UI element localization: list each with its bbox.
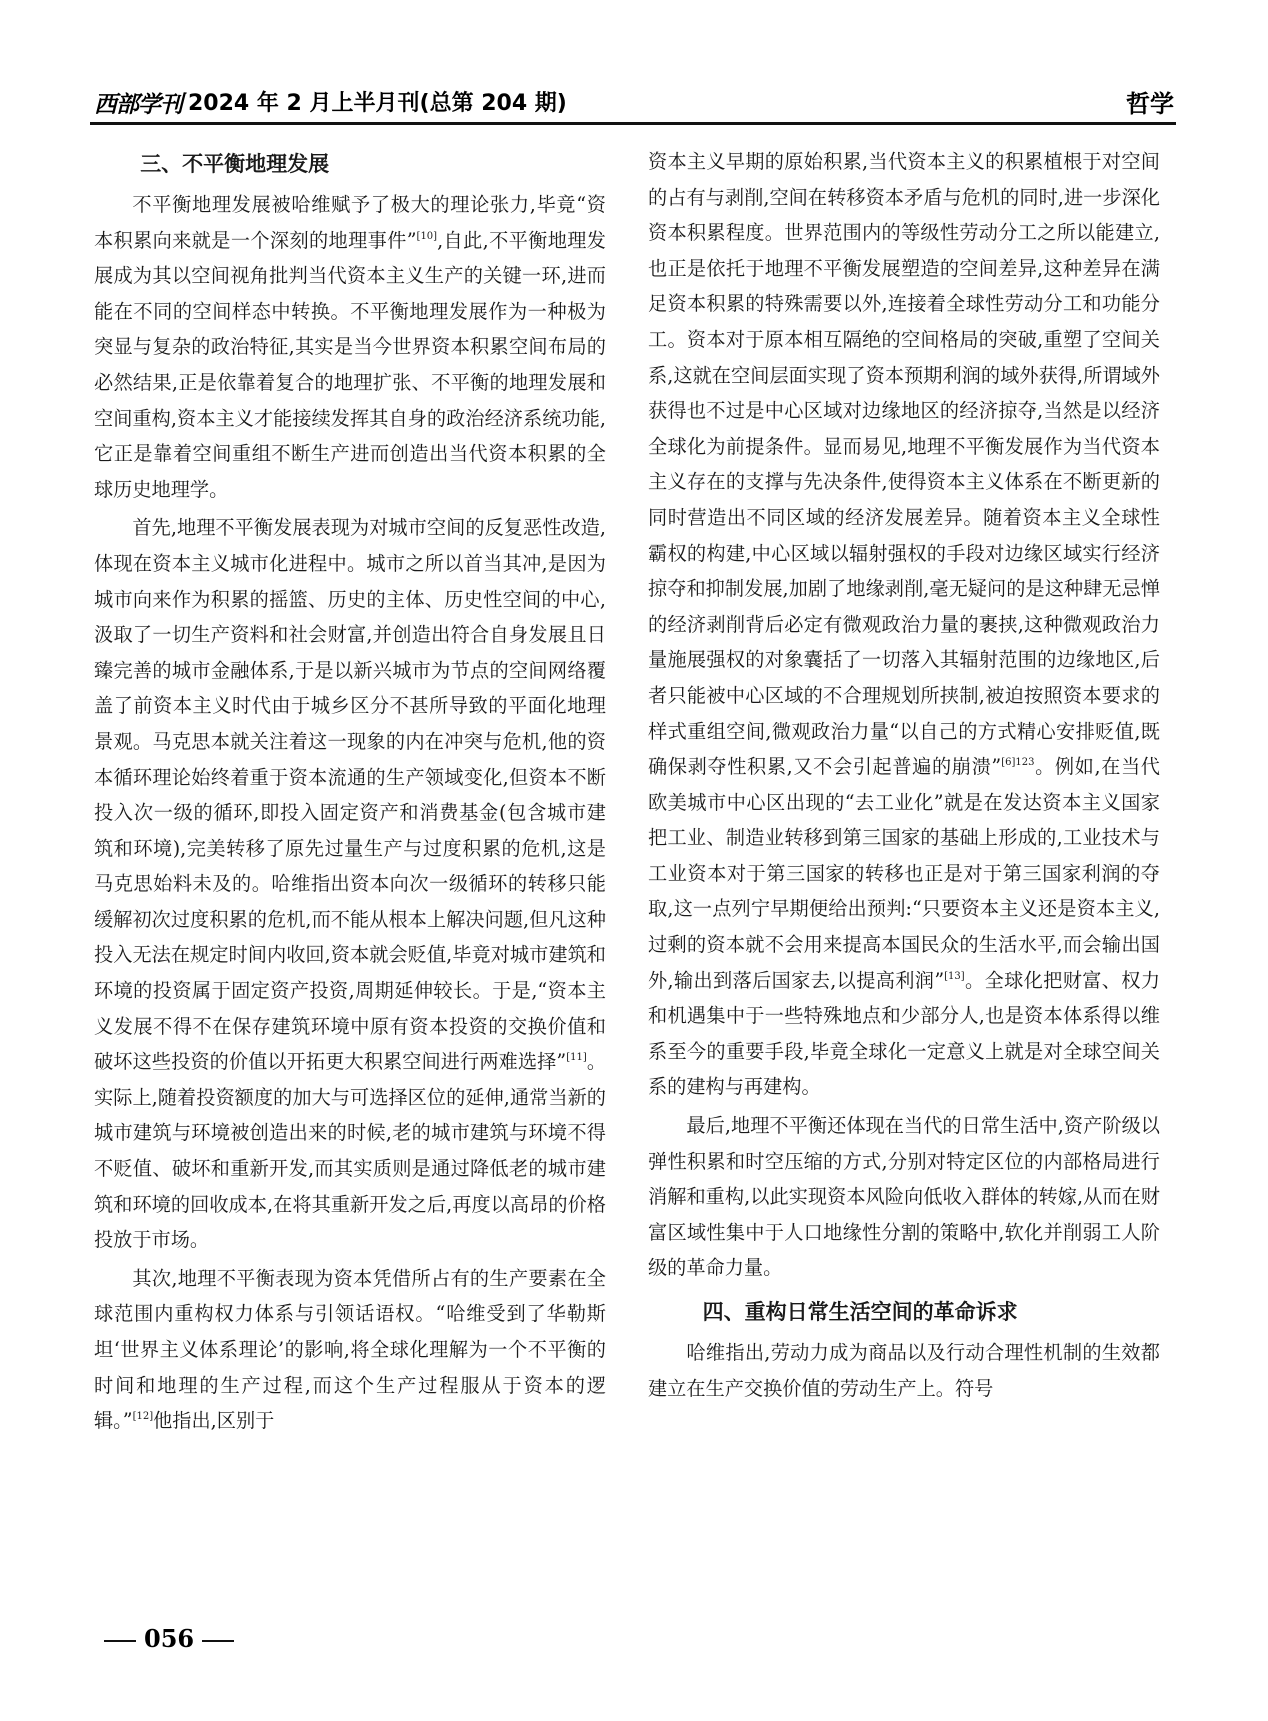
citation: [13] <box>944 970 965 982</box>
section-tag: 哲学 <box>1126 90 1174 118</box>
footer-dash <box>202 1640 234 1642</box>
text-run: 不平衡地理发展被哈维赋予了极大的理论张力,毕竟“资本积累向来就是一个深刻的地理事件” <box>94 193 606 252</box>
text-run: 。全球化把财富、权力和机遇集中于一些特殊地点和少部分人,也是资本体系得以维系至今的重要手段,毕竟全球化一定意义上就是对全球空间关系的建构与再建构。 <box>648 968 1161 1099</box>
page-number: 056 <box>144 1624 195 1653</box>
right-column <box>648 144 1160 1409</box>
footer-dash <box>104 1640 136 1642</box>
left-column <box>94 144 606 1442</box>
header-rule <box>90 122 1176 125</box>
paragraph <box>94 1261 606 1439</box>
paragraph: 哈维指出,劳动力成为商品以及行动合理性机制的生效都建立在生产交换价值的劳动生产上。符号 <box>648 1341 1160 1400</box>
text-run: 他指出,区别于 <box>153 1409 275 1433</box>
text-run: ,自此,不平衡地理发展成为其以空间视角批判当代资本主义生产的关键一环,进而能在不同的空间样态中转换。不平衡地理发展作为一种极为突显与复杂的政治特征,其实是当今世界资本积累空间布局的必然结果,正是依靠着复合的地理扩张、不平衡的地理发展和空间重构,资本主义才能接续发挥其自身的政治经济系统功能,它正是靠着空间重组不断生产进而创造出当代资本积累的全球历史地理学。 <box>94 228 606 501</box>
citation: [6]123 <box>1001 757 1035 769</box>
section-heading-3: 三、不平衡地理发展 <box>140 152 330 176</box>
text-run: 。例如,在当代欧美城市中心区出现的“去工业化”就是在发达资本主义国家把工业、制造业转移到第三国家的基础上形成的,工业技术与工业资本对于第三国家的转移也正是对于第三国家利润的夺取,这一点列宁早期便给出预判:“只要资本主义还是资本主义,过剩的资本就不会用来提高本国民众的生活水平,而会输出国外,输出到落后国家去,以提高利润” <box>648 755 1160 992</box>
issue-info: 2024 年 2 月上半月刊(总第 204 期) <box>188 91 567 116</box>
text-run: 资本主义早期的原始积累,当代资本主义的积累植根于对空间的占有与剥削,空间在转移资本矛盾与危机的同时,进一步深化资本积累程度。世界范围内的等级性劳动分工之所以能建立,也正是依托于地理不平衡发展塑造的空间差异,这种差异在满足资本积累的特殊需要以外,连接着全球性劳动分工和功能分工。资本对于原本相互隔绝的空间格局的突破,重塑了空间关系,这就在空间层面实现了资本预期利润的域外获得,所谓域外获得也不过是中心区域对边缘地区的经济掠夺,当然是以经济全球化为前提条件。显而易见,地理不平衡发展作为当代资本主义存在的支撑与先决条件,使得资本主义体系在不断更新的同时营造出不同区域的经济发展差异。随着资本主义全球性霸权的构建,中心区域以辐射强权的手段对边缘区域实行经济掠夺和抑制发展,加剧了地缘剥削,毫无疑问的是这种肆无忌惮的经济剥削背后必定有微观政治力量的裹挟,这种微观政治力量施展强权的对象囊括了一切落入其辐射范围的边缘地区,后者只能被中心区域的不合理规划所挟制,被迫按照资本要求的样式重组空间,微观政治力量“以自己的方式精心安排贬值,既确保剥夺性积累,又不会引起普遍的崩溃” <box>648 150 1160 779</box>
citation: [10] <box>416 230 438 242</box>
paragraph <box>94 187 606 507</box>
text-run: 首先,地理不平衡发展表现为对城市空间的反复恶性改造,体现在资本主义城市化进程中。城市之所以首当其冲,是因为城市向来作为积累的摇篮、历史的主体、历史性空间的中心,汲取了一切生产资料和社会财富,并创造出符合自身发展且日臻完善的城市金融体系,于是以新兴城市为节点的空间网络覆盖了前资本主义时代由于城乡区分不甚所导致的平面化地理景观。马克思本就关注着这一现象的内在冲突与危机,他的资本循环理论始终着重于资本流通的生产领域变化,但资本不断投入次一级的循环,即投入固定资产和消费基金(包含城市建筑和环境),完美转移了原先过量生产与过度积累的危机,这是马克思始料未及的。哈维指出资本向次一级循环的转移只能缓解初次过度积累的危机,而不能从根本上解决问题,但凡这种投入无法在规定时间内收回,资本就会贬值,毕竟对城市建筑和环境的投资属于固定资产投资,周期延伸较长。于是,“资本主义发展不得不在保存建筑环境中原有资本投资的交换价值和破坏这些投资的价值以开拓更大积累空间进行两难选择” <box>94 516 606 1074</box>
paragraph <box>94 510 606 1257</box>
journal-logo: 西部学刊 <box>94 91 182 118</box>
citation: [11] <box>566 1052 587 1064</box>
paragraph: 最后,地理不平衡还体现在当代的日常生活中,资产阶级以弹性积累和时空压缩的方式,分别对特定区位的内部格局进行消解和重构,以此实现资本风险向低收入群体的转嫁,从而在财富区域性集中于人口地缘性分割的策略中,软化并削弱工人阶级的革命力量。 <box>648 1114 1160 1280</box>
page-header <box>94 82 1174 122</box>
section-heading-4: 四、重构日常生活空间的革命诉求 <box>702 1300 1018 1324</box>
page-footer <box>96 1624 242 1653</box>
paragraph-continued <box>648 144 1160 1105</box>
citation: [12] <box>132 1411 154 1423</box>
text-run: 其次,地理不平衡表现为资本凭借所占有的生产要素在全球范围内重构权力体系与引领话语权。“哈维受到了华勒斯坦‘世界主义体系理论’的影响,将全球化理解为一个不平衡的时间和地理的生产过程,而这个生产过程服从于资本的逻辑。” <box>94 1266 606 1433</box>
text-run: 。实际上,随着投资额度的加大与可选择区位的延伸,通常当新的城市建筑与环境被创造出来的时候,老的城市建筑与环境不得不贬值、破坏和重新开发,而其实质则是通过降低老的城市建筑和环境的回收成本,在将其重新开发之后,再度以高昂的价格投放于市场。 <box>94 1050 607 1252</box>
